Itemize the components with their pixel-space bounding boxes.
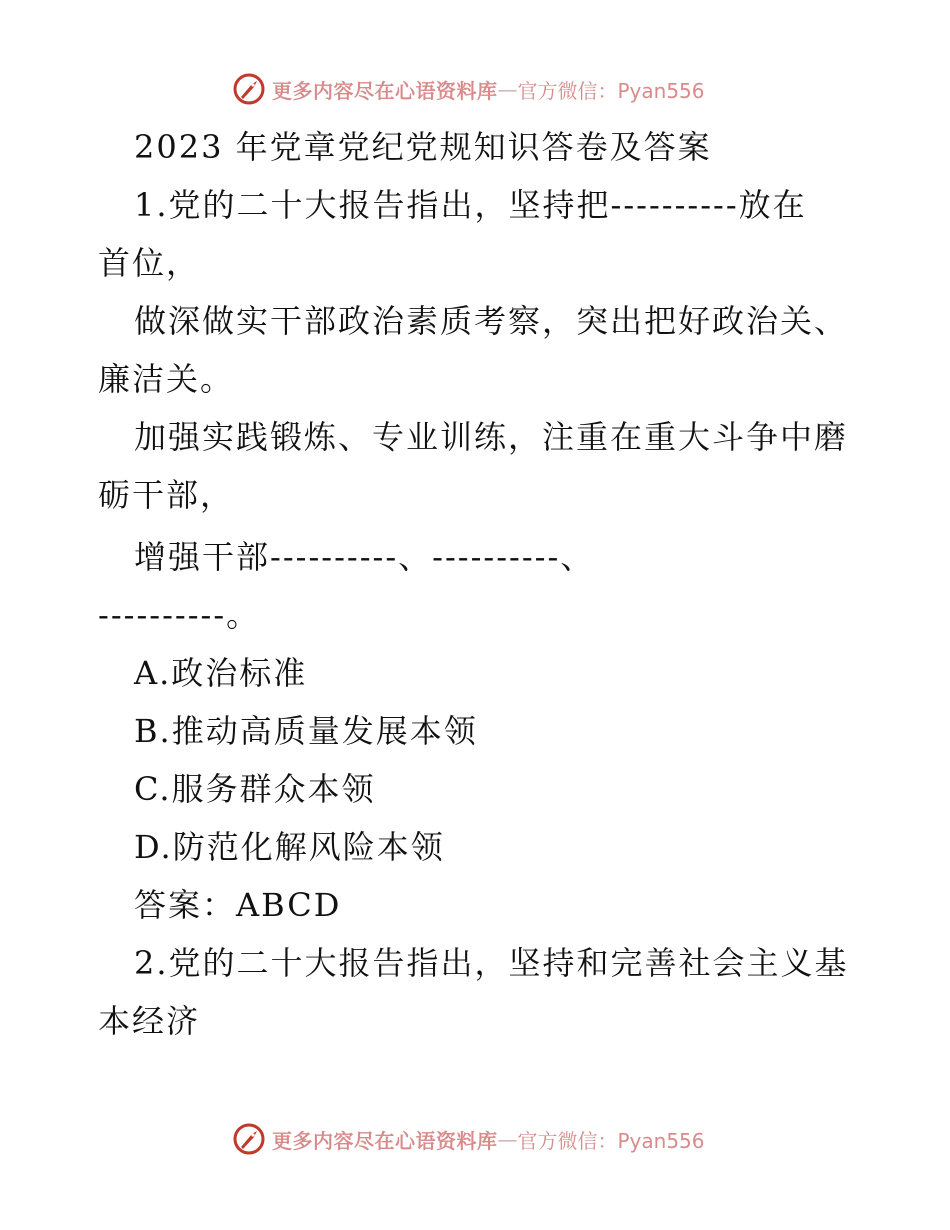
footer-separator: — [497,1127,518,1151]
header-separator: — [497,77,518,101]
option-d: D.防范化解风险本领 [134,828,445,866]
pen-nib-logo-icon [232,1122,266,1156]
question-1-line-8: ----------。 [98,596,261,634]
question-1-line-3: 做深做实干部政治素质考察，突出把好政治关、 [134,302,849,340]
footer-wechat-text: 官方微信：Pyan556 [517,1128,705,1153]
question-1-line-7: 增强干部----------、----------、 [134,538,595,576]
pen-nib-logo-icon [232,72,266,106]
answer-1: 答案：ABCD [134,886,342,924]
header-site-text: 更多内容尽在心语资料库 [272,78,498,103]
question-2-line-1: 2.党的二十大报告指出，坚持和完善社会主义基 [134,944,849,982]
header-wechat-text: 官方微信：Pyan556 [517,78,705,103]
question-1-line-5: 加强实践锻炼、专业训练，注重在重大斗争中磨 [134,418,849,456]
document-title: 2023 年党章党纪党规知识答卷及答案 [134,128,712,166]
option-a: A.政治标准 [134,654,308,692]
footer-watermark [232,1122,712,1156]
question-1-line-1: 1.党的二十大报告指出，坚持把----------放在 [134,186,807,224]
option-c: C.服务群众本领 [134,770,376,808]
option-b: B.推动高质量发展本领 [134,712,478,750]
footer-site-text: 更多内容尽在心语资料库 [272,1128,498,1153]
question-1-line-4: 廉洁关。 [98,360,235,398]
header-watermark [232,72,712,106]
question-1-line-6: 砺干部， [98,476,235,514]
question-2-line-2: 本经济 [98,1002,201,1040]
question-1-line-2: 首位， [98,244,201,282]
